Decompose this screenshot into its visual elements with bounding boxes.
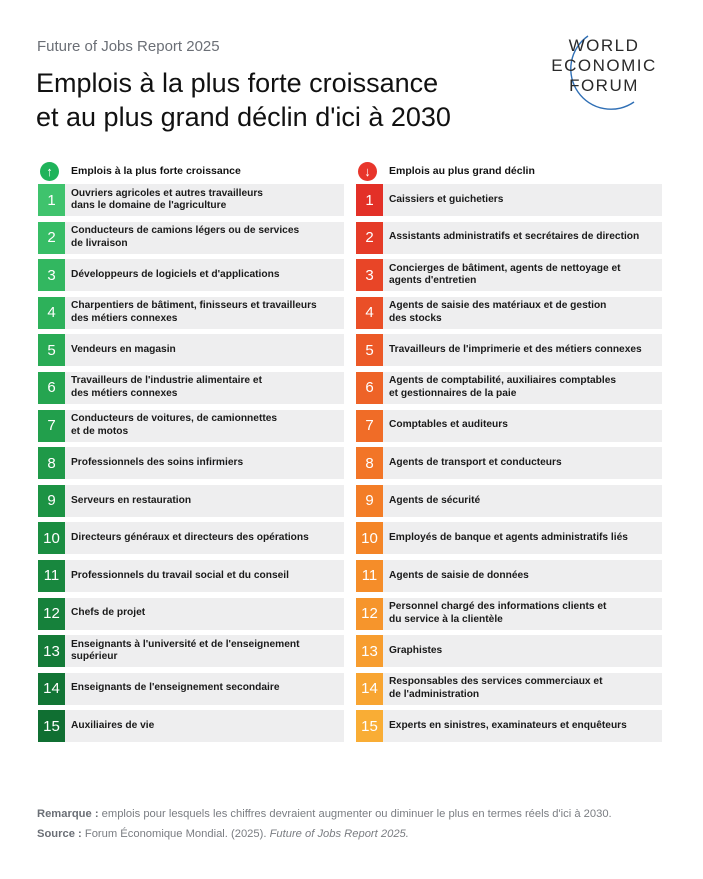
decline-list: [356, 184, 662, 742]
decline-header: [356, 158, 662, 184]
growth-row: [38, 410, 344, 442]
growth-rank-badge: 5: [38, 334, 65, 366]
wef-logo: [530, 28, 680, 114]
source-italic: Future of Jobs Report 2025.: [269, 828, 409, 840]
decline-rank-badge: 6: [356, 372, 383, 404]
growth-row: [38, 560, 344, 592]
decline-job-label: Agents de saisie des matériaux et de gestion des stocks: [389, 300, 607, 324]
growth-list: [38, 184, 344, 742]
decline-job-label: Caissiers et guichetiers: [389, 193, 504, 205]
decline-job-label: Employés de banque et agents administratifs liés: [389, 532, 628, 544]
growth-header: [38, 158, 344, 184]
note-label: Remarque :: [37, 808, 99, 820]
decline-row: [356, 673, 662, 705]
decline-row: [356, 710, 662, 742]
footer-source: [37, 828, 409, 840]
decline-rank-badge: 5: [356, 334, 383, 366]
growth-row: [38, 184, 344, 216]
growth-row: [38, 334, 344, 366]
decline-row: [356, 184, 662, 216]
decline-rank-badge: 13: [356, 635, 383, 667]
growth-job-label: Auxiliaires de vie: [71, 720, 155, 732]
decline-job-label: Responsables des services commerciaux et de l'administration: [389, 676, 603, 700]
decline-row: [356, 635, 662, 667]
decline-job-label: Graphistes: [389, 644, 443, 656]
logo-line-1: WORLD: [568, 36, 640, 55]
decline-row: [356, 447, 662, 479]
decline-rank-badge: 12: [356, 598, 383, 630]
page-title: Emplois à la plus forte croissance et au plus grand déclin d'ici à 2030: [36, 68, 451, 132]
decline-rank-badge: 2: [356, 222, 383, 254]
decline-row: [356, 334, 662, 366]
growth-row: [38, 297, 344, 329]
decline-job-label: Agents de comptabilité, auxiliaires comptables et gestionnaires de la paie: [389, 375, 617, 399]
decline-job-label: Agents de transport et conducteurs: [389, 456, 562, 468]
growth-header-label: Emplois à la plus forte croissance: [71, 165, 241, 177]
growth-column: [38, 158, 344, 742]
growth-rank-badge: 3: [38, 259, 65, 291]
decline-job-label: Concierges de bâtiment, agents de nettoyage et agents d'entretien: [389, 262, 621, 287]
growth-row: [38, 447, 344, 479]
growth-job-label: Professionnels du travail social et du conseil: [71, 569, 289, 581]
growth-job-label: Travailleurs de l'industrie alimentaire et des métiers connexes: [71, 375, 262, 399]
decline-row: [356, 560, 662, 592]
growth-rank-badge: 12: [38, 598, 65, 630]
growth-job-label: Enseignants à l'université et de l'enseignement supérieur: [71, 638, 300, 663]
decline-rank-badge: 8: [356, 447, 383, 479]
growth-job-label: Professionnels des soins infirmiers: [71, 456, 244, 468]
growth-row: [38, 222, 344, 254]
growth-job-label: Serveurs en restauration: [71, 494, 192, 506]
decline-rank-badge: 3: [356, 259, 383, 291]
growth-job-label: Conducteurs de voitures, de camionnettes et de motos: [71, 413, 278, 437]
growth-job-label: Développeurs de logiciels et d'applications: [71, 268, 280, 280]
growth-rank-badge: 2: [38, 222, 65, 254]
growth-rank-badge: 8: [38, 447, 65, 479]
decline-rank-badge: 4: [356, 297, 383, 329]
arrow-down-icon: ↓: [358, 162, 377, 181]
growth-rank-badge: 1: [38, 184, 65, 216]
decline-row: [356, 598, 662, 630]
growth-row: [38, 522, 344, 554]
growth-rank-badge: 4: [38, 297, 65, 329]
decline-job-label: Comptables et auditeurs: [389, 419, 508, 431]
growth-rank-badge: 13: [38, 635, 65, 667]
growth-job-label: Ouvriers agricoles et autres travailleurs dans le domaine de l'agriculture: [71, 187, 263, 211]
growth-row: [38, 259, 344, 291]
growth-rank-badge: 11: [38, 560, 65, 592]
decline-column: [356, 158, 662, 742]
decline-job-label: Agents de sécurité: [389, 494, 481, 506]
decline-rank-badge: 9: [356, 485, 383, 517]
logo-line-3: FORUM: [569, 76, 639, 95]
decline-row: [356, 259, 662, 291]
growth-rank-badge: 6: [38, 372, 65, 404]
growth-rank-badge: 9: [38, 485, 65, 517]
decline-job-label: Agents de saisie de données: [389, 569, 529, 581]
decline-rank-badge: 10: [356, 522, 383, 554]
growth-rank-badge: 7: [38, 410, 65, 442]
decline-row: [356, 485, 662, 517]
growth-job-label: Conducteurs de camions légers ou de services de livraison: [71, 225, 300, 249]
note-text: emplois pour lesquels les chiffres devraient augmenter ou diminuer le plus en termes réels d'ici à 2030.: [98, 808, 612, 820]
decline-job-label: Personnel chargé des informations clients et du service à la clientèle: [389, 601, 607, 625]
decline-header-label: Emplois au plus grand déclin: [389, 165, 535, 177]
growth-job-label: Enseignants de l'enseignement secondaire: [71, 682, 280, 694]
decline-rank-badge: 1: [356, 184, 383, 216]
growth-job-label: Chefs de projet: [71, 607, 146, 619]
growth-row: [38, 372, 344, 404]
decline-job-label: Assistants administratifs et secrétaires de direction: [389, 231, 640, 243]
decline-row: [356, 410, 662, 442]
growth-rank-badge: 15: [38, 710, 65, 742]
source-label: Source :: [37, 828, 82, 840]
decline-row: [356, 522, 662, 554]
decline-rank-badge: 11: [356, 560, 383, 592]
source-text: Forum Économique Mondial. (2025).: [81, 828, 270, 840]
report-label: Future of Jobs Report 2025: [37, 38, 220, 55]
growth-row: [38, 710, 344, 742]
decline-row: [356, 297, 662, 329]
growth-row: [38, 598, 344, 630]
growth-job-label: Charpentiers de bâtiment, finisseurs et travailleurs des métiers connexes: [71, 300, 317, 324]
arrow-up-icon: ↑: [40, 162, 59, 181]
decline-job-label: Experts en sinistres, examinateurs et enquêteurs: [389, 720, 627, 732]
decline-rank-badge: 14: [356, 673, 383, 705]
footer-note: [37, 808, 612, 820]
decline-rank-badge: 7: [356, 410, 383, 442]
decline-rank-badge: 15: [356, 710, 383, 742]
growth-rank-badge: 10: [38, 522, 65, 554]
logo-line-2: ECONOMIC: [551, 56, 657, 75]
growth-row: [38, 635, 344, 667]
decline-job-label: Travailleurs de l'imprimerie et des métiers connexes: [389, 344, 642, 356]
decline-row: [356, 222, 662, 254]
growth-job-label: Vendeurs en magasin: [71, 344, 176, 356]
growth-row: [38, 485, 344, 517]
growth-rank-badge: 14: [38, 673, 65, 705]
growth-job-label: Directeurs généraux et directeurs des opérations: [71, 532, 309, 544]
growth-row: [38, 673, 344, 705]
decline-row: [356, 372, 662, 404]
